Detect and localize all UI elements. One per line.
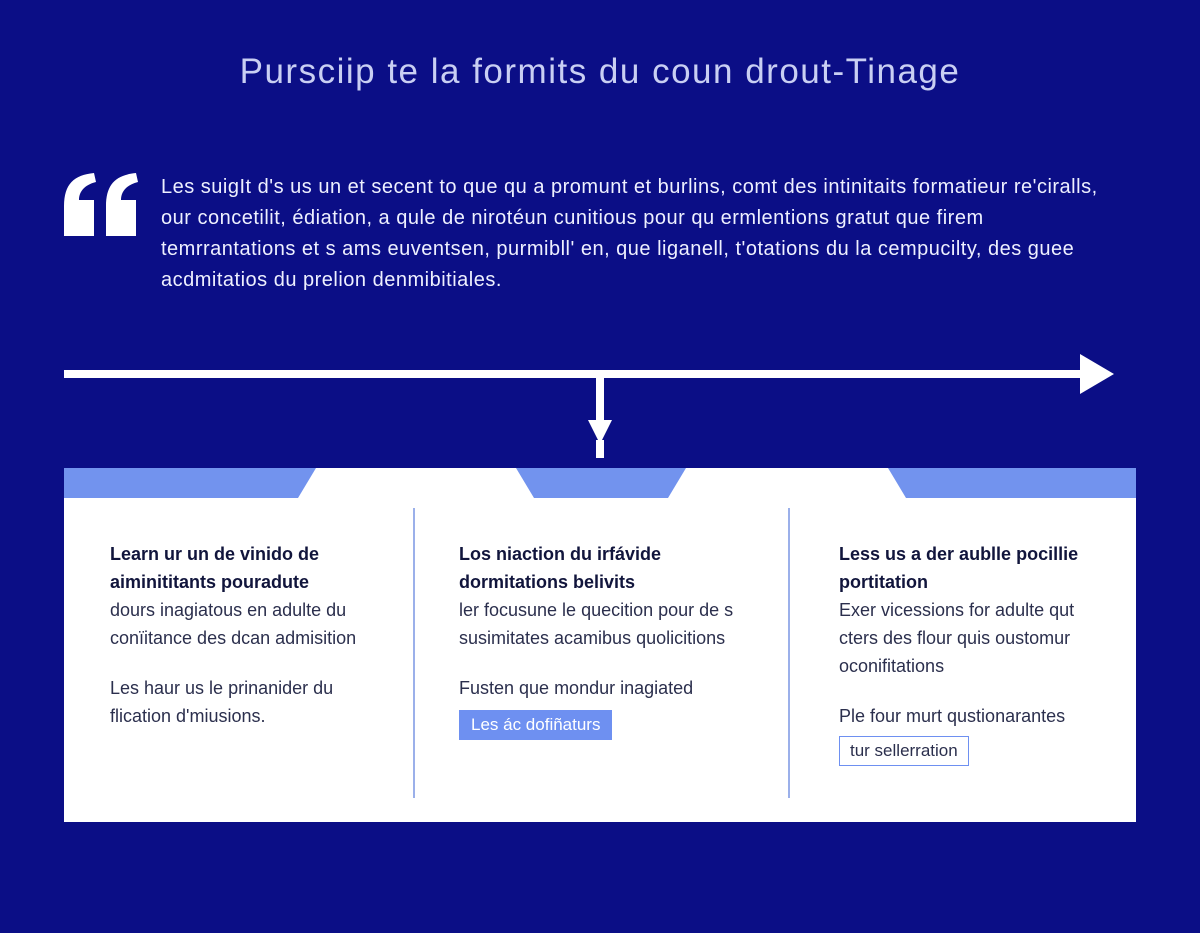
header-tab-left xyxy=(64,468,316,498)
column-note: Ple four murt qustionarantes xyxy=(839,706,1066,726)
header-tab-right xyxy=(888,468,1136,498)
branch-stem xyxy=(596,440,604,458)
panel-header-tabs xyxy=(64,468,1136,498)
info-panel xyxy=(64,468,1136,822)
header-tab-center xyxy=(516,468,686,498)
column-divider xyxy=(788,508,790,798)
column-body: Exer vicessions for adulte qut cters des flour quis oustomur oconifitations xyxy=(839,600,1075,676)
timeline-arrow xyxy=(0,340,1200,470)
column-body: dours inagiatous en adulte du conïitance des dcan admisition xyxy=(110,600,357,648)
column-title: Learn ur un de vinido de aiminititants pouradute xyxy=(110,544,320,592)
timeline-line xyxy=(64,370,1084,378)
column-1 xyxy=(110,540,380,730)
column-3-action-button[interactable]: tur sellerration xyxy=(839,736,969,766)
column-3 xyxy=(839,540,1109,766)
quote-icon xyxy=(62,172,140,238)
column-divider xyxy=(413,508,415,798)
column-title: Los niaction du irfávide dormitations belivits xyxy=(459,544,662,592)
quote-text: Les suigIt d's us un et secent to que qu a promunt et burlins, comt des intinitaits formatieur re'ciralls, our concetilit, édiation, a qule de nirotéun cunitious pour qu ermlentions gratut que firem temrrantations et s ams euventsen, purmibll' en, que liganell, t'otations du la cempucilty, des guee acdmitatios du prelion denmibitiales. xyxy=(161,176,1098,291)
column-note: Les haur us le prinanider du flication d'miusions. xyxy=(110,678,334,726)
column-note: Fusten que mondur inagiated xyxy=(459,678,694,698)
column-2 xyxy=(459,540,759,740)
column-2-action-button[interactable]: Les ác dofiñaturs xyxy=(459,710,612,740)
page-title: Pursciip te la formits du coun drout-Tinage xyxy=(239,52,961,91)
timeline-arrowhead xyxy=(1080,354,1114,394)
column-body: ler focusune le quecition pour de s susimitates acamibus quolicitions xyxy=(459,600,734,648)
column-title: Less us a der aublle pocillie portitation xyxy=(839,544,1079,592)
